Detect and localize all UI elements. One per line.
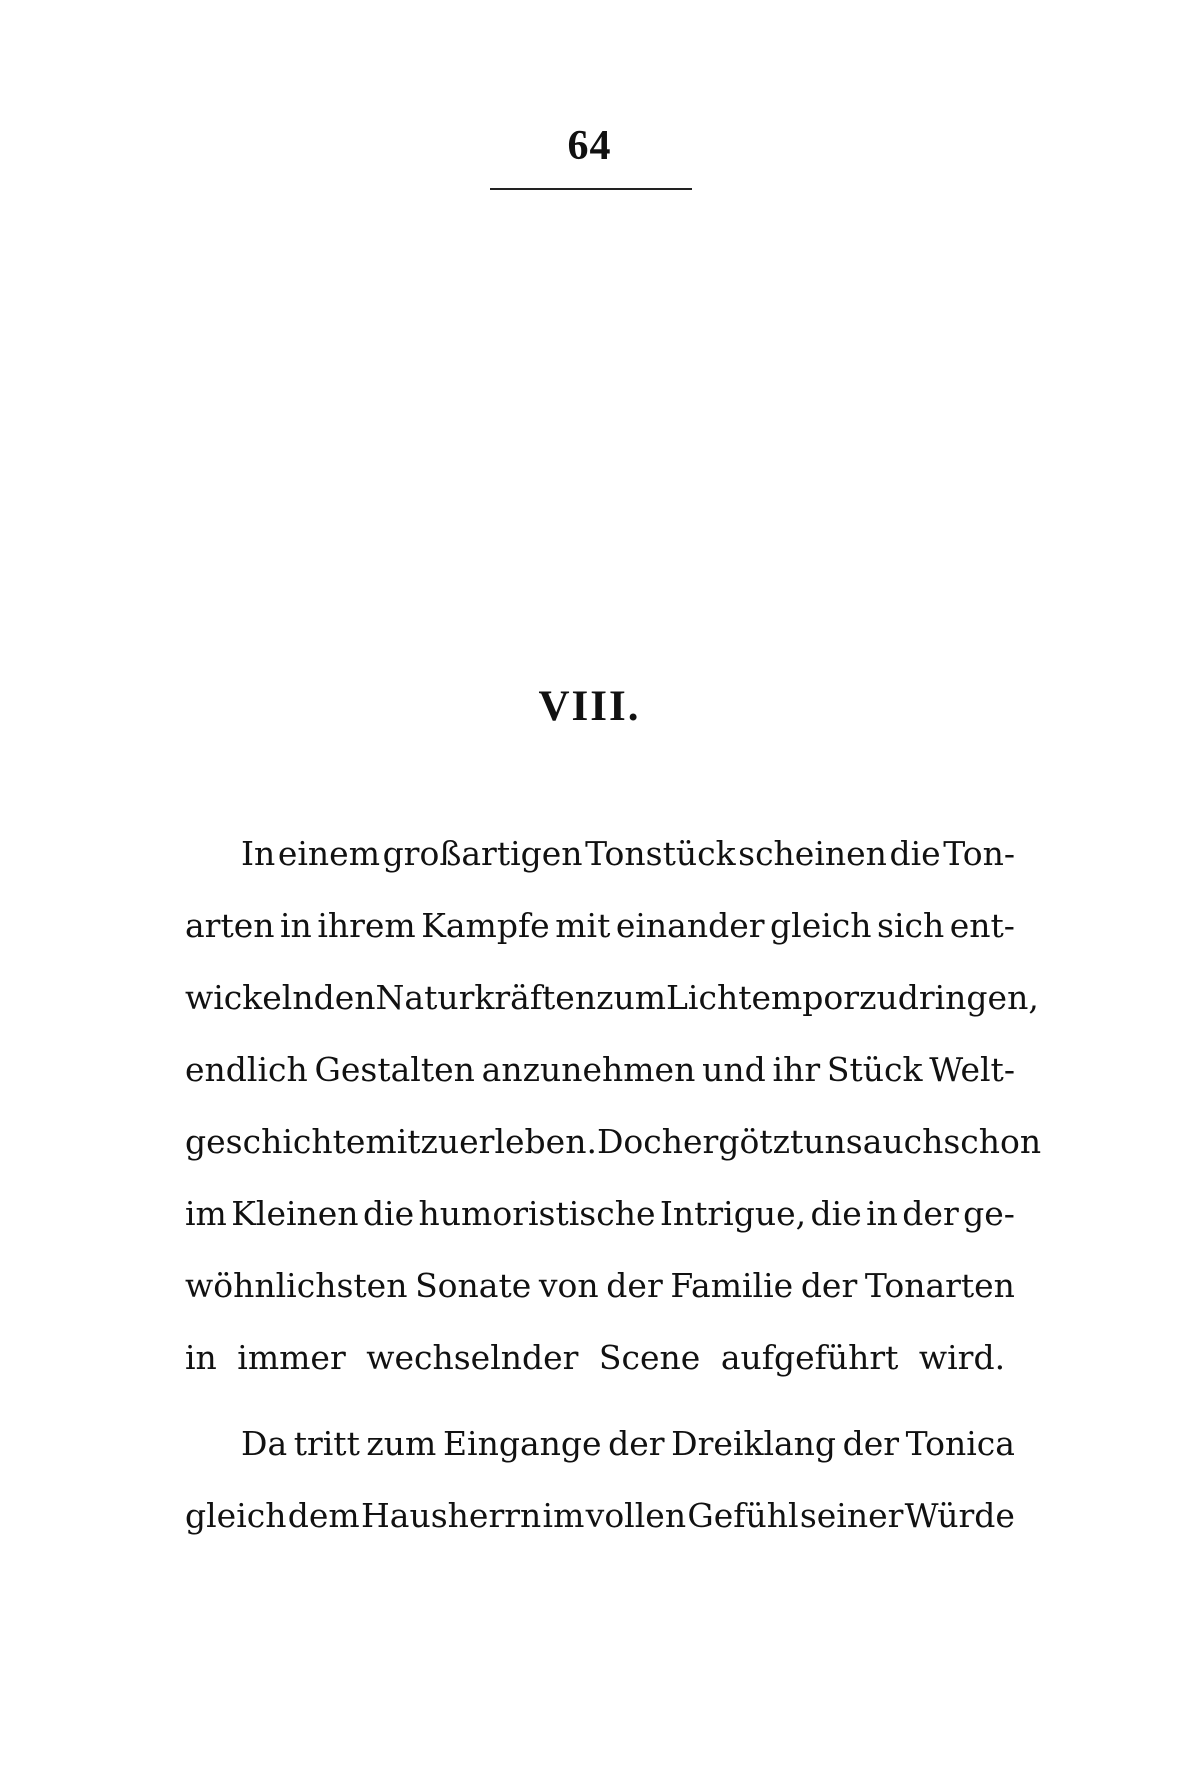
header-rule [490, 188, 692, 190]
text-line: gleich dem Hausherrn im vollen Gefühl seiner Würde [185, 1496, 1015, 1535]
text-line: Da tritt zum Eingange der Dreiklang der Tonica [241, 1424, 1015, 1463]
text-line: in immer wechselnder Scene aufgeführt wird. [185, 1338, 1006, 1377]
page-number: 64 [567, 123, 612, 169]
paragraph-2 [185, 1408, 1015, 1552]
text-line: endlich Gestalten anzunehmen und ihr Stück Welt- [185, 1050, 1015, 1089]
text-line: In einem großartigen Tonstück scheinen die Ton- [241, 834, 1015, 873]
text-line: geschichte mit zu erleben. Doch ergötzt uns auch schon [185, 1122, 1042, 1161]
text-line: wöhnlichsten Sonate von der Familie der Tonarten [185, 1266, 1015, 1305]
paragraph-1 [185, 818, 1042, 1394]
body-text [185, 818, 1042, 1552]
text-line: wickelnden Naturkräften zum Licht empor zu dringen, [185, 978, 1039, 1017]
text-line: arten in ihrem Kampfe mit einander gleich sich ent- [185, 906, 1015, 945]
text-line: im Kleinen die humoristische Intrigue, die in der ge- [185, 1194, 1015, 1233]
chapter-heading: VIII. [538, 683, 641, 730]
